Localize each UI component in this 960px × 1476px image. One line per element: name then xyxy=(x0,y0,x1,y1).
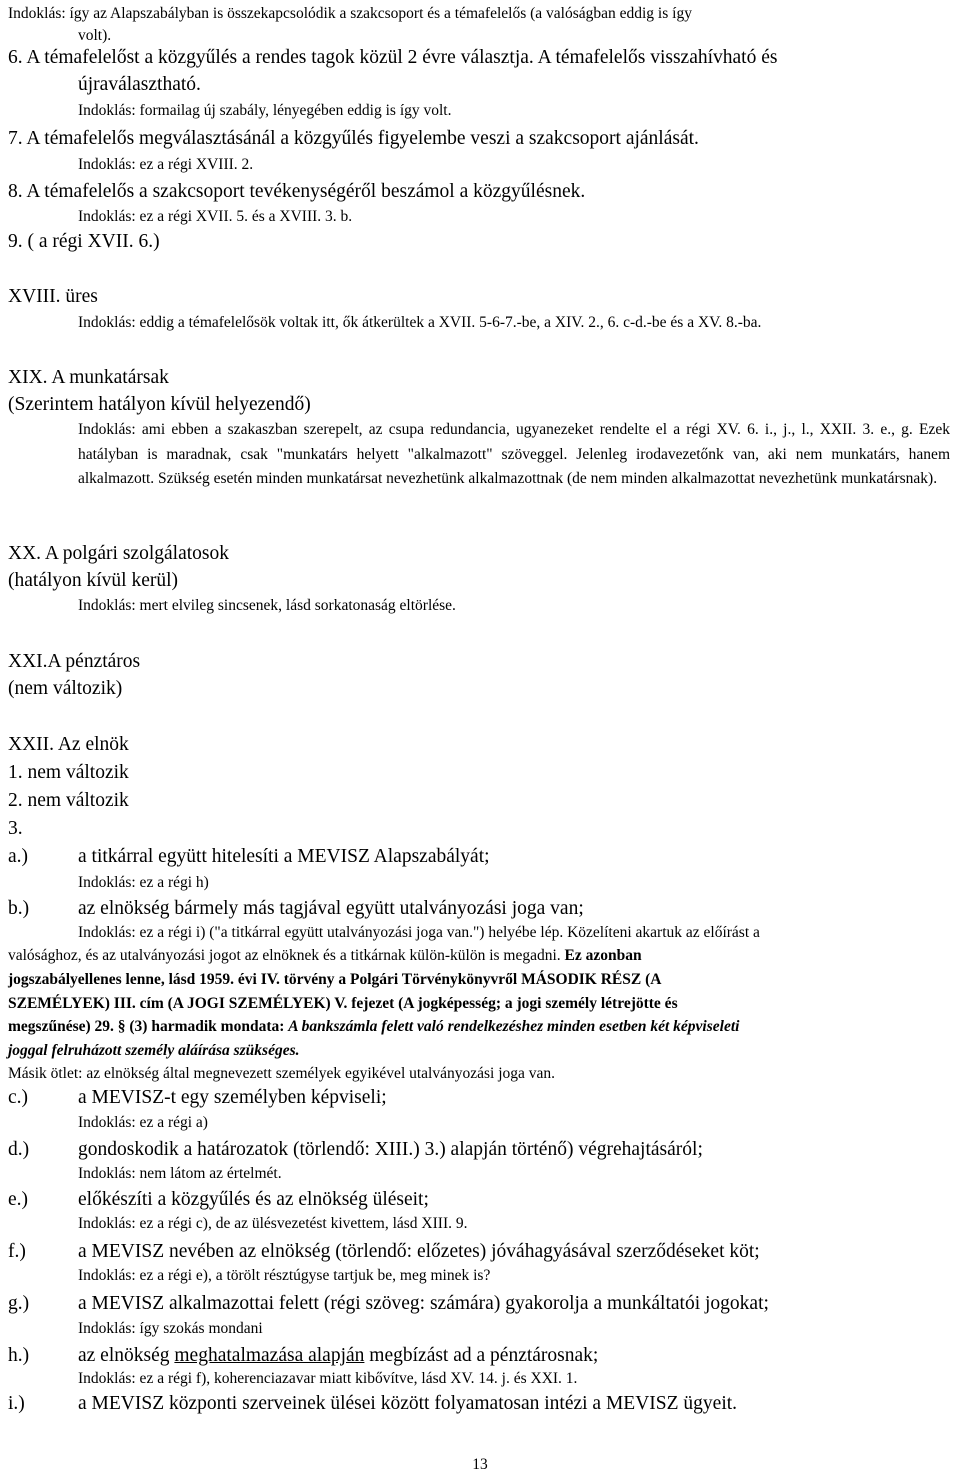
item-label-i: i.) xyxy=(8,1393,25,1414)
justification-line: Indoklás: ez a régi i) ("a titkárral együtt utalványozási joga van.") helyébe lép. Közelíteni akartuk az előírást a xyxy=(78,924,760,941)
item-text-d: gondoskodik a határozatok (törlendő: XIII.) 3.) alapján történő) végrehajtásáról; xyxy=(78,1139,703,1160)
law-quote: A bankszámla felett való rendelkezéshez minden esetben két képviseleti xyxy=(288,1018,740,1035)
underlined-phrase: meghatalmazása alapján xyxy=(174,1345,365,1366)
justification-line: Indoklás: ez a régi XVIII. 2. xyxy=(78,156,254,173)
section-subheading: (hatályon kívül kerül) xyxy=(8,570,179,591)
law-quote-line: joggal felruházott személy aláírása szükséges. xyxy=(8,1042,300,1059)
law-citation-line: jogszabályellenes lenne, lásd 1959. évi IV. törvény a Polgári Törvénykönyvről MÁSODIK RÉSZ (A xyxy=(8,971,662,988)
page-number: 13 xyxy=(472,1456,488,1473)
item-text: az elnökség xyxy=(78,1345,170,1366)
rule-item-3: 3. xyxy=(8,818,23,839)
item-text-h xyxy=(78,1344,598,1368)
item-text-e: előkészíti a közgyűlés és az elnökség üléseit; xyxy=(78,1189,429,1210)
section-heading-xxii: XXII. Az elnök xyxy=(8,734,129,755)
item-label-f: f.) xyxy=(8,1241,26,1262)
justification-line xyxy=(8,944,950,968)
item-label-a: a.) xyxy=(8,846,29,867)
item-label-g: g.) xyxy=(8,1293,30,1314)
rule-item-6: 6. A témafelelőst a közgyűlés a rendes tagok közül 2 évre választja. A témafelelős visszahívható és xyxy=(8,47,778,68)
item-text: megbízást ad a pénztárosnak; xyxy=(369,1345,599,1366)
law-citation-text: megszűnése) 29. § (3) harmadik mondata: xyxy=(8,1018,285,1035)
rule-item-8: 8. A témafelelős a szakcsoport tevékenységéről beszámol a közgyűlésnek. xyxy=(8,181,586,202)
item-label-b: b.) xyxy=(8,898,30,919)
justification-line: Indoklás: ez a régi f), koherenciazavar miatt kibővítve, lásd XV. 14. j. és XXI. 1. xyxy=(78,1370,578,1387)
justification-text: valósághoz, és az utalványozási jogot az elnöknek és a titkárnak külön-külön is megadni. xyxy=(8,947,561,964)
item-label-d: d.) xyxy=(8,1139,30,1160)
justification-paragraph: Indoklás: ami ebben a szakaszban szerepelt, az csupa redundancia, ugyanezeket rendelte el a régi XV. 6. i., j., l., XXII. 3. e., g. Ezek hatályban is maradnak, csak "munkatárs helyett "alkalmazott" szöveggel. Jelenleg irodavezetőnk van, aki nem munkatárs, hanem alkalmazott. Szükség esetén minden munkatársat nevezhetünk alkalmazottnak (de nem minden alkalmazottat nevezhetünk munkatársnak). xyxy=(78,421,950,487)
law-citation-line: SZEMÉLYEK) III. cím (A JOGI SZEMÉLYEK) V. fejezet (A jogképesség; a jogi személy létrejötte és xyxy=(8,995,678,1012)
justification-line: Indoklás: ez a régi a) xyxy=(78,1114,208,1131)
alternative-idea-line: Másik ötlet: az elnökség által megnevezett személyek egyikével utalványozási joga van. xyxy=(8,1065,556,1082)
justification-line: Indoklás: ez a régi e), a törölt résztúgyse tartjuk be, meg minek is? xyxy=(78,1267,491,1284)
section-subheading: (Szerintem hatályon kívül helyezendő) xyxy=(8,394,311,415)
section-subheading: (nem változik) xyxy=(8,678,123,699)
justification-line: Indoklás: nem látom az értelmét. xyxy=(78,1165,282,1182)
justification-line: Indoklás: formailag új szabály, lényegében eddig is így volt. xyxy=(78,102,452,119)
justification-line: Indoklás: ez a régi c), de az ülésvezetést kivettem, lásd XIII. 9. xyxy=(78,1215,468,1232)
justification-line: Indoklás: így az Alapszabályban is összekapcsolódik a szakcsoport és a témafelelős (a valóságban eddig is így xyxy=(8,5,692,22)
justification-line: Indoklás: ez a régi h) xyxy=(78,874,209,891)
section-heading-xviii: XVIII. üres xyxy=(8,286,98,307)
item-text-i: a MEVISZ központi szerveinek ülései között folyamatosan intézi a MEVISZ ügyeit. xyxy=(78,1393,738,1414)
law-citation-line xyxy=(8,1015,950,1039)
justification-line: Indoklás: eddig a témafelelősök voltak itt, ők átkerültek a XVII. 5-6-7.-be, a XIV. 2., 6. c-d.-be és a XV. 8.-ba. xyxy=(78,314,762,331)
item-text-g: a MEVISZ alkalmazottai felett (régi szöveg: számára) gyakorolja a munkáltatói jogokat; xyxy=(78,1293,769,1314)
item-text-a: a titkárral együtt hitelesíti a MEVISZ Alapszabályát; xyxy=(78,846,490,867)
rule-item-2: 2. nem változik xyxy=(8,790,129,811)
item-text-f: a MEVISZ nevében az elnökség (törlendő: előzetes) jóváhagyásával szerződéseket köt; xyxy=(78,1241,760,1262)
rule-item-7: 7. A témafelelős megválasztásánál a közgyűlés figyelembe veszi a szakcsoport ajánlását. xyxy=(8,128,699,149)
section-heading-xx: XX. A polgári szolgálatosok xyxy=(8,543,229,564)
item-label-e: e.) xyxy=(8,1189,29,1210)
section-heading-xxi: XXI.A pénztáros xyxy=(8,651,141,672)
rule-item-6-cont: újraválasztható. xyxy=(78,74,201,95)
justification-line: volt). xyxy=(78,27,112,44)
justification-line: Indoklás: mert elvileg sincsenek, lásd sorkatonaság eltörlése. xyxy=(78,597,456,614)
rule-item-1: 1. nem változik xyxy=(8,762,129,783)
item-label-c: c.) xyxy=(8,1087,29,1108)
section-heading-xix: XIX. A munkatársak xyxy=(8,367,169,388)
justification-line: Indoklás: így szokás mondani xyxy=(78,1320,263,1337)
item-label-h: h.) xyxy=(8,1345,30,1366)
rule-item-9: 9. ( a régi XVII. 6.) xyxy=(8,231,160,252)
justification-line: Indoklás: ez a régi XVII. 5. és a XVIII. 3. b. xyxy=(78,208,353,225)
item-text-b: az elnökség bármely más tagjával együtt utalványozási joga van; xyxy=(78,898,584,919)
item-text-c: a MEVISZ-t egy személyben képviseli; xyxy=(78,1087,387,1108)
justification-emphasis: Ez azonban xyxy=(564,947,642,964)
